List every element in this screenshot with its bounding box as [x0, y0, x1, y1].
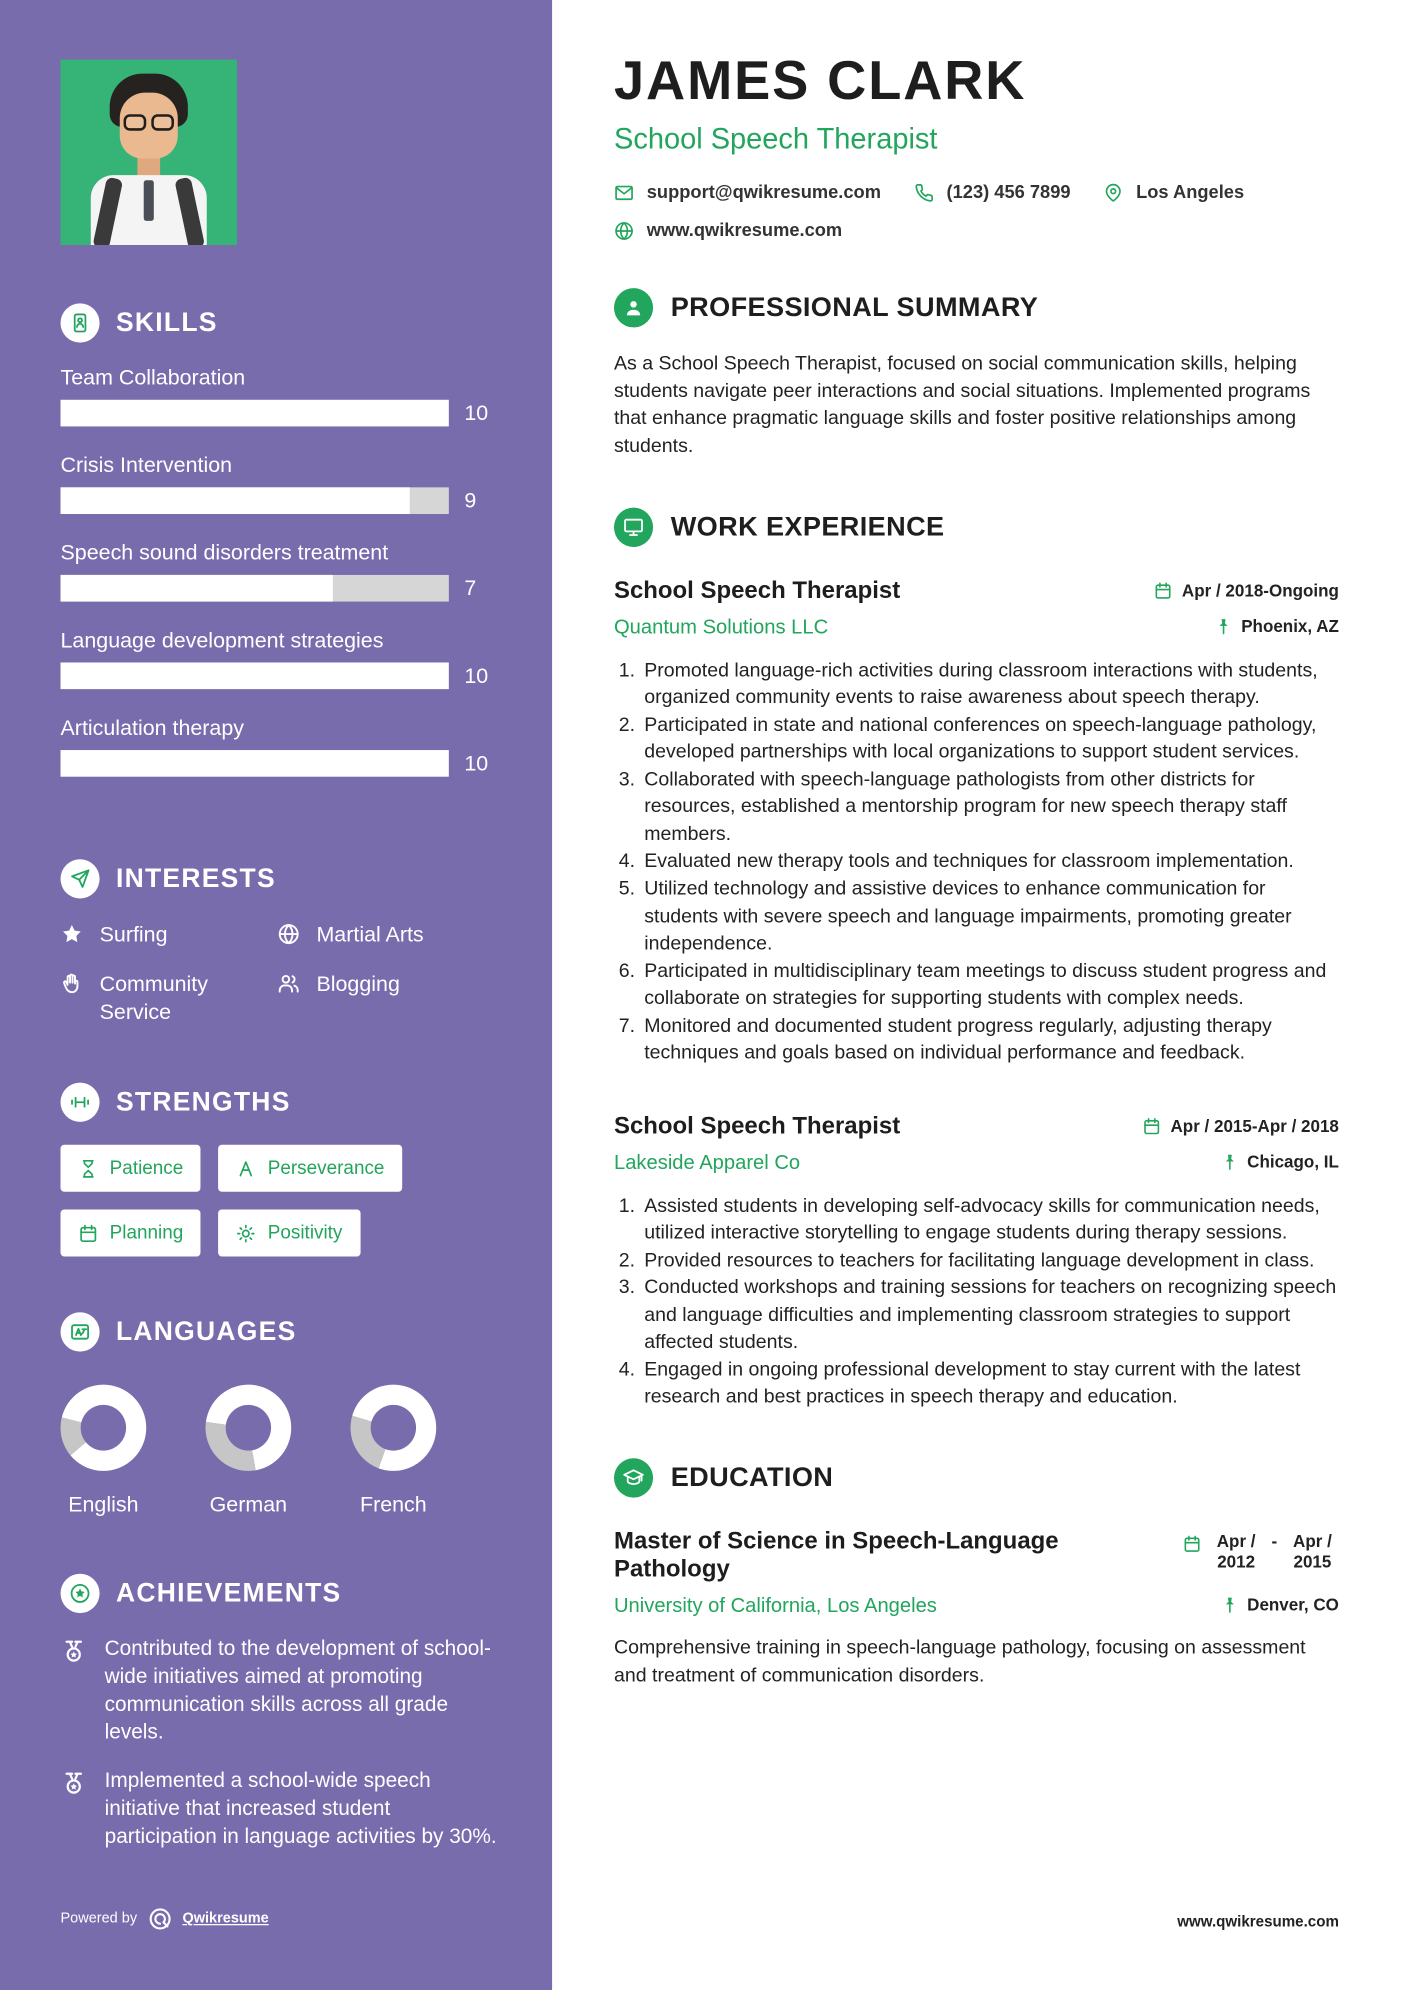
interest-label: Martial Arts	[316, 922, 424, 947]
interest-item	[277, 971, 496, 1027]
education-location	[1221, 1595, 1339, 1614]
globe-icon	[614, 221, 634, 241]
sidebar-footer	[61, 1906, 497, 1931]
interests-section	[61, 859, 497, 1027]
education-date-start: Apr / 2012	[1216, 1531, 1256, 1572]
contact-email	[614, 183, 881, 203]
job-company: Lakeside Apparel Co	[613, 1152, 801, 1174]
language-item	[206, 1385, 292, 1518]
sidebar	[0, 0, 552, 1990]
job-dates	[1154, 581, 1339, 600]
interest-label: Surfing	[99, 922, 168, 947]
skill-bar	[61, 400, 450, 427]
phone-icon	[914, 183, 934, 203]
skill-bar	[61, 487, 450, 514]
interests-list	[61, 921, 497, 1027]
education-section	[614, 1458, 1339, 1689]
education-degree: Master of Science in Speech-Language Pathology	[613, 1527, 1059, 1583]
job-location	[1215, 616, 1339, 635]
language-donut	[206, 1385, 292, 1471]
language-label: German	[209, 1492, 288, 1517]
skill-value: 7	[464, 575, 477, 600]
job-location-text: Phoenix, AZ	[1241, 616, 1339, 636]
skill-item	[61, 628, 497, 689]
strength-chip	[219, 1210, 360, 1257]
powered-by-label: Powered by	[60, 1911, 138, 1927]
fist-icon	[61, 1083, 100, 1122]
achievement-item	[61, 1768, 497, 1852]
skill-label: Team Collaboration	[60, 365, 246, 390]
job-bullet: 3. Conducted workshops and training sessions for teachers on recognizing speech and language difficulties and implementing classroom strategies to support affected students.	[640, 1275, 1338, 1357]
job-location-text: Chicago, IL	[1247, 1152, 1339, 1172]
pushpin-icon	[1221, 1595, 1240, 1614]
language-donut	[61, 1385, 147, 1471]
strength-chip	[61, 1210, 201, 1257]
job-bullet: 5. Utilized technology and assistive devices to enhance communication for students with severe speech and language impairments, promoting greater independence.	[640, 876, 1338, 958]
interests-title: INTERESTS	[115, 863, 276, 893]
job-role: School Speech Therapist	[613, 577, 901, 604]
mail-icon	[614, 183, 634, 203]
summary-title: PROFESSIONAL SUMMARY	[670, 291, 1039, 323]
skill-bar-fill	[61, 662, 450, 689]
skill-bar-fill	[61, 487, 411, 514]
medal-icon	[61, 1770, 87, 1797]
interest-label: Blogging	[316, 972, 400, 997]
star-badge-icon	[61, 1574, 100, 1613]
strength-label: Positivity	[267, 1222, 343, 1245]
languages-list	[61, 1385, 497, 1518]
skill-value: 9	[464, 487, 477, 513]
grad-cap-icon	[614, 1458, 653, 1497]
achievement-item	[61, 1636, 497, 1747]
skills-section	[61, 303, 497, 803]
experience-title: WORK EXPERIENCE	[670, 511, 945, 542]
job-dates-text: Apr / 2015-Apr / 2018	[1170, 1116, 1339, 1136]
job-bullet: 2. Provided resources to teachers for facilitating language development in class.	[640, 1247, 1338, 1274]
candidate-role: School Speech Therapist	[613, 121, 938, 155]
skill-bar	[61, 662, 450, 689]
person-icon	[614, 288, 653, 327]
job-bullet: 2. Participated in state and national conferences on speech-language pathology, developed partnerships with local organizations to support student services.	[640, 712, 1338, 767]
achievements-title: ACHIEVEMENTS	[115, 1578, 342, 1608]
interest-icon	[61, 972, 84, 995]
interest-label: Community Service	[99, 972, 208, 1025]
achievements-section	[61, 1574, 497, 1872]
summary-text: As a School Speech Therapist, focused on social communication skills, helping students navigate peer interactions and social situations. Implemented programs that enhance pragmatic language skills and foster positive relationships among students.	[613, 352, 1311, 457]
job-bullet: 6. Participated in multidisciplinary team meetings to discuss student progress and collaborate on strategies for supporting students with complex needs.	[640, 958, 1338, 1013]
skill-bar-fill	[61, 750, 450, 777]
location-text: Los Angeles	[1136, 182, 1245, 204]
strength-label: Planning	[109, 1222, 184, 1245]
pushpin-icon	[1221, 1152, 1240, 1171]
job-bullet: 1. Promoted language-rich activities during classroom interactions with students, organized community events to raise awareness about speech therapy.	[640, 657, 1338, 712]
strength-icon	[236, 1158, 256, 1178]
language-label: English	[68, 1492, 139, 1517]
skill-bar	[61, 575, 450, 602]
skill-item	[61, 716, 497, 777]
language-label: French	[359, 1492, 427, 1517]
language-donut	[350, 1385, 436, 1471]
phone-text: (123) 456 7899	[946, 182, 1071, 204]
interest-item	[61, 921, 278, 949]
experience-section	[614, 507, 1339, 1411]
map-pin-icon	[1103, 183, 1123, 203]
education-date-separator: -	[1271, 1531, 1278, 1551]
candidate-name: JAMES CLARK	[613, 50, 1027, 112]
contact-phone	[914, 183, 1071, 203]
job-dates	[1143, 1116, 1339, 1135]
strength-label: Perseverance	[267, 1157, 385, 1180]
interest-icon	[277, 923, 300, 946]
strength-icon	[78, 1158, 98, 1178]
calendar-icon	[1182, 1534, 1201, 1553]
education-date-end: Apr / 2015	[1293, 1531, 1332, 1572]
skill-value: 10	[464, 750, 489, 775]
job-company: Quantum Solutions LLC	[613, 616, 829, 639]
calendar-icon	[1143, 1116, 1162, 1135]
languages-section	[61, 1313, 497, 1519]
achievement-text: Contributed to the development of school-wide initiatives aimed at promoting communication skills across all grade levels.	[104, 1637, 491, 1744]
contact-block	[614, 183, 1339, 241]
job-role: School Speech Therapist	[613, 1112, 901, 1140]
interest-icon	[61, 923, 84, 946]
education-school: University of California, Los Angeles	[613, 1595, 937, 1617]
languages-title: LANGUAGES	[115, 1317, 297, 1347]
pushpin-icon	[1215, 616, 1234, 635]
education-location-text: Denver, CO	[1247, 1595, 1339, 1615]
interest-icon	[277, 972, 300, 995]
skills-list	[61, 366, 497, 777]
qwikresume-logo-icon	[147, 1906, 172, 1931]
translate-icon	[61, 1313, 100, 1352]
strength-chip	[219, 1145, 403, 1192]
skill-label: Crisis Intervention	[60, 453, 233, 478]
summary-section	[614, 288, 1339, 460]
main-content	[552, 0, 1407, 1990]
skill-item	[61, 541, 497, 602]
strengths-section	[61, 1083, 497, 1257]
skill-bar	[61, 750, 450, 777]
strength-icon	[236, 1223, 256, 1243]
skills-badge-icon	[61, 303, 100, 342]
skill-bar-fill	[61, 575, 333, 602]
job-entry	[614, 577, 1339, 1067]
contact-location	[1103, 183, 1244, 203]
achievement-text: Implemented a school-wide speech initiative that increased student participation in language activities by 30%.	[104, 1769, 497, 1848]
contact-website	[614, 221, 842, 241]
education-dates	[1182, 1532, 1339, 1573]
job-bullet: 4. Engaged in ongoing professional development to stay current with the latest research and best practices in speech therapy and education.	[640, 1357, 1338, 1412]
job-location	[1221, 1152, 1339, 1171]
job-bullet: 7. Monitored and documented student progress regularly, adjusting therapy techniques and goals based on individual performance and feedback.	[640, 1012, 1338, 1067]
job-entry	[614, 1113, 1339, 1412]
website-text: www.qwikresume.com	[646, 220, 843, 242]
workstation-icon	[614, 507, 653, 546]
language-item	[61, 1385, 147, 1518]
calendar-icon	[1154, 581, 1173, 600]
jobs-list	[614, 577, 1339, 1411]
job-bullet-list	[614, 657, 1339, 1067]
job-dates-text: Apr / 2018-Ongoing	[1181, 580, 1339, 600]
education-description: Comprehensive training in speech-language pathology, focusing on assessment and treatment of communication disorders.	[613, 1637, 1306, 1687]
strength-chip	[61, 1145, 201, 1192]
skill-value: 10	[464, 663, 489, 688]
job-bullet: 4. Evaluated new therapy tools and techniques for classroom implementation.	[640, 848, 1338, 875]
achievements-list	[61, 1636, 497, 1851]
skill-label: Speech sound disorders treatment	[60, 540, 389, 565]
strength-label: Patience	[109, 1157, 184, 1180]
skill-label: Language development strategies	[60, 628, 384, 653]
paper-plane-icon	[61, 859, 100, 898]
strength-icon	[78, 1223, 98, 1243]
skill-item	[61, 453, 497, 514]
footer-website: www.qwikresume.com	[1177, 1912, 1339, 1931]
skill-bar-fill	[61, 400, 450, 427]
qwikresume-link[interactable]: Qwikresume	[182, 1911, 269, 1927]
skill-value: 10	[464, 400, 489, 425]
profile-photo	[61, 60, 238, 245]
strengths-list	[61, 1145, 467, 1257]
skills-title: SKILLS	[115, 307, 218, 337]
job-bullet: 3. Collaborated with speech-language pathologists from other districts for resources, established a mentorship program for new speech therapy staff members.	[640, 766, 1338, 848]
job-bullet: 1. Assisted students in developing self-advocacy skills for communication needs, utilized interactive storytelling to engage students during therapy sessions.	[640, 1193, 1338, 1248]
interest-item	[61, 971, 278, 1027]
language-item	[350, 1385, 436, 1518]
job-bullet-list	[614, 1193, 1339, 1412]
strengths-title: STRENGTHS	[115, 1087, 291, 1117]
education-title: EDUCATION	[670, 1461, 834, 1493]
interest-item	[277, 921, 496, 949]
email-text: support@qwikresume.com	[646, 182, 881, 204]
skill-item	[61, 366, 497, 427]
medal-icon	[61, 1639, 87, 1666]
skill-label: Articulation therapy	[60, 715, 244, 740]
